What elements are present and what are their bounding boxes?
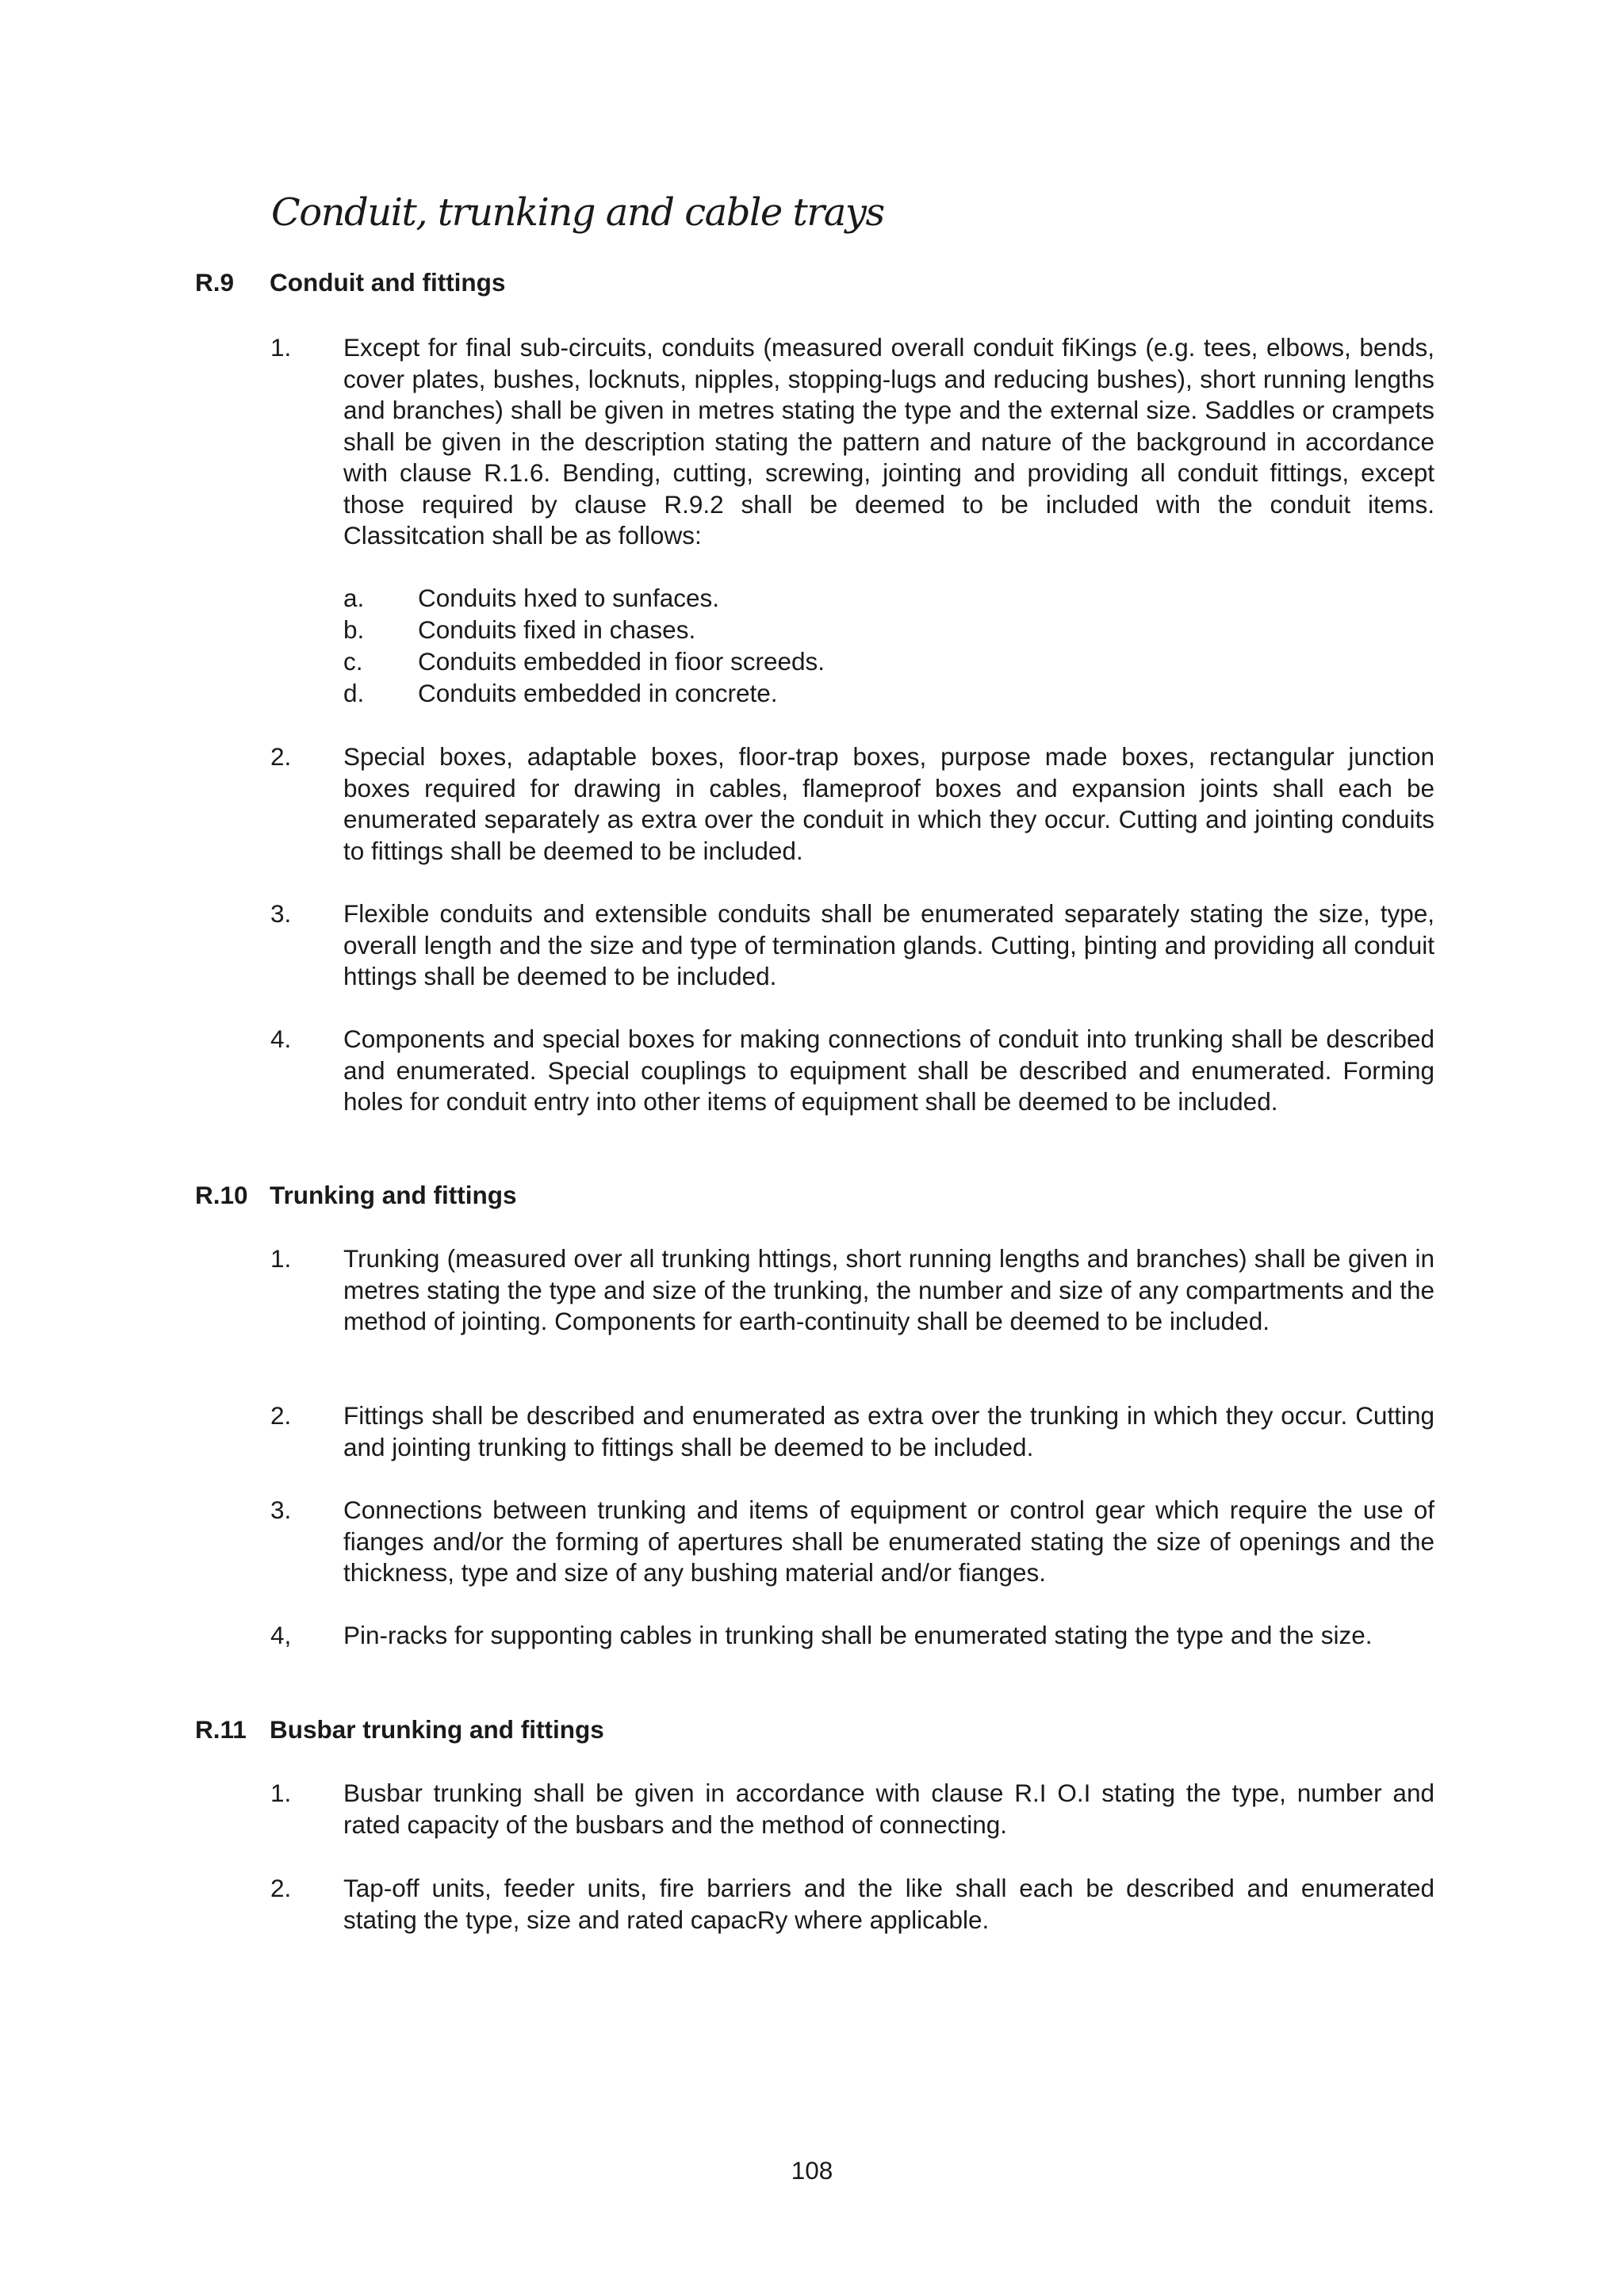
clause-text: Tap-off units, feeder units, fire barriers and the like shall each be described and enumerated stating the type, size and rated capacRy where applicable. <box>343 1874 1434 1934</box>
section-number: R.10 <box>195 1181 248 1209</box>
section-title: Conduit and fittings <box>270 268 506 297</box>
sublist-text: Conduits embedded in concrete. <box>418 679 778 707</box>
clause-number: 1. <box>270 1779 292 1807</box>
sublist-letter: c. <box>343 647 363 676</box>
clause-text: Connections between trunking and items of equipment or control gear which require the use of fianges and/or the forming of apertures shall be enumerated stating the size of openings and the thickness, type and size of any bushing material and/or fianges. <box>343 1496 1434 1587</box>
sublist-item-c <box>343 646 825 678</box>
clause-number: 2. <box>270 1874 292 1902</box>
clause-r10-4 <box>270 1620 1434 1652</box>
clause-text: Pin-racks for supponting cables in trunking shall be enumerated stating the type and the size. <box>343 1621 1373 1649</box>
section-number: R.11 <box>195 1715 247 1744</box>
section-title: Busbar trunking and fittings <box>270 1715 604 1744</box>
clause-text: Fittings shall be described and enumerated as extra over the trunking in which they occur. Cutting and jointing trunking to fittings shall be deemed to be included. <box>343 1401 1434 1461</box>
clause-text: Components and special boxes for making connections of conduit into trunking shall be described and enumerated. Special couplings to equipment shall be described and enumerated. Forming holes for conduit entry into other items of equipment shall be deemed to be included. <box>343 1024 1434 1116</box>
page-title: Conduit, trunking and cable trays <box>271 190 884 235</box>
clause-r9-4 <box>270 1024 1434 1118</box>
clause-number: 2. <box>270 1401 292 1430</box>
section-title: Trunking and fittings <box>270 1181 517 1209</box>
section-heading-r10 <box>195 1180 516 1212</box>
section-heading-r9 <box>195 267 505 299</box>
sublist-letter: d. <box>343 679 365 707</box>
clause-number: 2. <box>270 742 292 771</box>
clause-number: 3. <box>270 899 292 928</box>
clause-text: Flexible conduits and extensible conduits shall be enumerated separately stating the size, type, overall length and the size and type of termination glands. Cutting, þinting and providing all conduit httings shall be deemed to be included. <box>343 899 1434 990</box>
clause-r10-3 <box>270 1495 1434 1589</box>
clause-r11-2 <box>270 1873 1434 1936</box>
sublist-item-b <box>343 615 695 646</box>
sublist-text: Conduits hxed to sunfaces. <box>418 584 719 612</box>
sublist-text: Conduits fixed in chases. <box>418 615 696 644</box>
section-number: R.9 <box>195 268 235 297</box>
sublist-letter: b. <box>343 615 365 644</box>
clause-number: 4, <box>270 1621 292 1649</box>
clause-text: Busbar trunking shall be given in accordance with clause R.I O.I stating the type, number and rated capacity of the busbars and the method of connecting. <box>343 1779 1434 1839</box>
clause-r11-1 <box>270 1778 1434 1840</box>
clause-r10-1 <box>270 1243 1434 1338</box>
clause-number: 3. <box>270 1496 292 1524</box>
clause-r10-2 <box>270 1400 1434 1463</box>
section-heading-r11 <box>195 1714 604 1746</box>
clause-text: Trunking (measured over all trunking httings, short running lengths and branches) shall be given in metres stating the type and size of the trunking, the number and size of any compartments and the method of jointing. Components for earth-continuity shall be deemed to be included. <box>343 1244 1434 1335</box>
page-number: 108 <box>791 2156 833 2185</box>
clause-r9-2 <box>270 741 1434 867</box>
sublist-item-d <box>343 678 778 710</box>
clause-text: Special boxes, adaptable boxes, floor-trap boxes, purpose made boxes, rectangular junction boxes required for drawing in cables, flameproof boxes and expansion joints shall each be enumerated separately as extra over the conduit in which they occur. Cutting and jointing conduits to fittings shall be deemed to be included. <box>343 742 1434 865</box>
clause-number: 1. <box>270 333 292 362</box>
clause-r9-1 <box>270 332 1434 552</box>
clause-number: 4. <box>270 1024 292 1053</box>
clause-text: Except for final sub-circuits, conduits (measured overall conduit fiKings (e.g. tees, elbows, bends, cover plates, bushes, locknuts, nipples, stopping-lugs and reducing bushes), short running lengths and branches) shall be given in metres stating the type and the external size. Saddles or crampets shall be given in the description stating the pattern and nature of the background in accordance with clause R.1.6. Bending, cutting, screwing, jointing and providing all conduit fittings, except those required by clause R.9.2 shall be deemed to be included with the conduit items. Classitcation shall be as follows: <box>343 333 1434 550</box>
clause-r9-3 <box>270 898 1434 993</box>
clause-number: 1. <box>270 1244 292 1273</box>
sublist-text: Conduits embedded in fioor screeds. <box>418 647 825 676</box>
sublist-item-a <box>343 583 719 615</box>
sublist-letter: a. <box>343 584 365 612</box>
